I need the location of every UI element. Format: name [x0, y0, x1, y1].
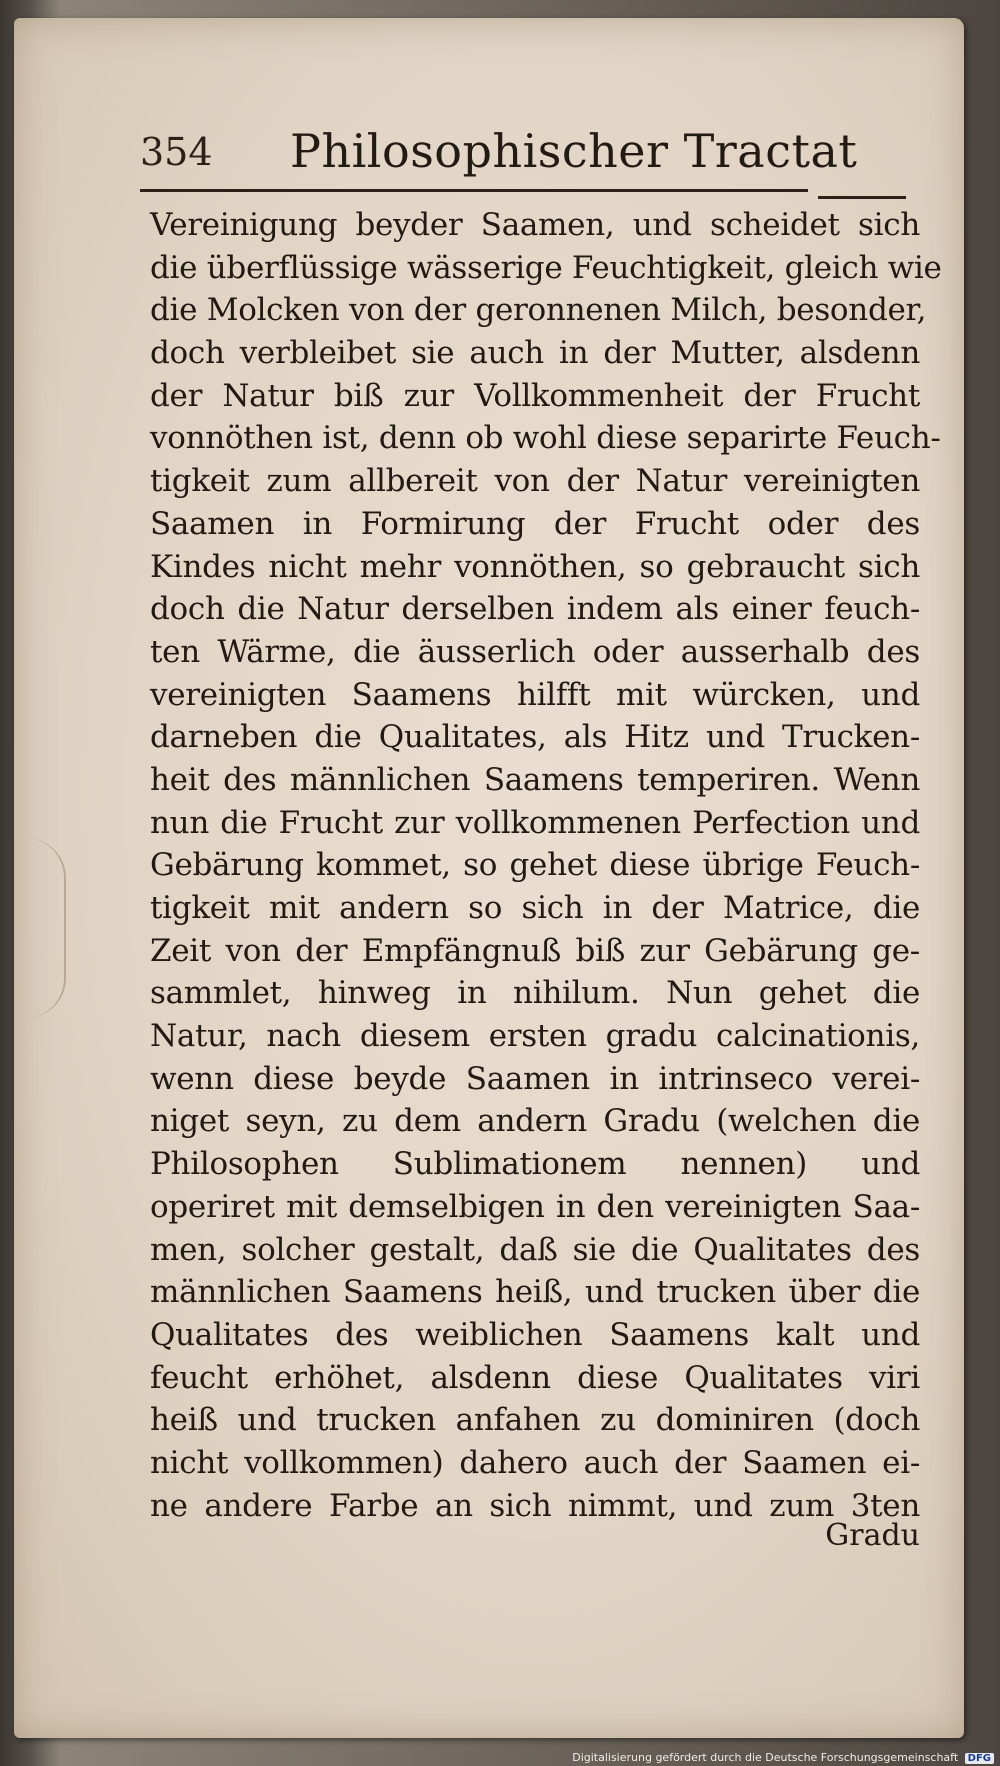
text-line: vereinigten Saamens hilfft mit würcken, und [150, 676, 920, 713]
catchword: Gradu [825, 1518, 920, 1553]
text-line: sammlet, hinweg in nihilum. Nun gehet die [150, 975, 920, 1012]
header-rule-fragment [818, 196, 906, 199]
text-line: tigkeit zum allbereit von der Natur vereinigten [150, 463, 920, 500]
text-line: die überflüssige wässerige Feuchtigkeit, gleich wie [150, 249, 942, 286]
text-line: doch die Natur derselben indem als einer feuch- [150, 591, 920, 628]
text-line: Natur, nach diesem ersten gradu calcinationis, [150, 1018, 920, 1055]
dfg-logo: DFG [965, 1753, 994, 1764]
text-line: Vereinigung beyder Saamen, und scheidet sich [150, 207, 920, 243]
text-line: Philosophen Sublimationem nennen) und [150, 1146, 920, 1183]
text-line: feucht erhöhet, alsdenn diese Qualitates viri [150, 1359, 920, 1396]
text-line: operiret mit demselbigen in den vereinigten Saa- [150, 1188, 920, 1225]
text-line: wenn diese beyde Saamen in intrinseco verei- [150, 1060, 920, 1097]
header-rule [140, 189, 808, 192]
text-line: heit des männlichen Saamens temperiren. Wenn [150, 761, 920, 798]
page-fold-edge [14, 838, 66, 1018]
text-line: nicht vollkommen) dahero auch der Saamen ei- [150, 1444, 920, 1481]
running-title: Philosophischer Tractat [290, 124, 858, 178]
text-line: heiß und trucken anfahen zu dominiren (doch [150, 1402, 920, 1439]
text-line: ne andere Farbe an sich nimmt, und zum 3ten [150, 1487, 920, 1524]
text-line: tigkeit mit andern so sich in der Matrice, die [150, 890, 920, 926]
text-line: vonnöthen ist, denn ob wohl diese separirte Feuch- [150, 420, 941, 457]
text-line: der Natur biß zur Vollkommenheit der Frucht [150, 377, 920, 414]
text-line: männlichen Saamens heiß, und trucken über die [150, 1274, 920, 1311]
text-line: niget seyn, zu dem andern Gradu (welchen die [150, 1103, 920, 1140]
page-header [140, 120, 940, 180]
text-line: die Molcken von der geronnenen Milch, besonder, [150, 292, 927, 329]
body-text [150, 204, 942, 1527]
text-line: Qualitates des weiblichen Saamens kalt und [150, 1316, 920, 1353]
text-line: nun die Frucht zur vollkommenen Perfection und [150, 804, 920, 841]
text-line: Kindes nicht mehr vonnöthen, so gebraucht sich [150, 548, 920, 585]
text-line: men, solcher gestalt, daß sie die Qualitates des [150, 1231, 920, 1268]
text-line: ten Wärme, die äusserlich oder ausserhalb des [150, 633, 920, 670]
text-line: darneben die Qualitates, als Hitz und Trucken- [150, 719, 920, 756]
funding-note [572, 1751, 994, 1764]
text-line: doch verbleibet sie auch in der Mutter, alsdenn [150, 335, 920, 372]
text-line: Saamen in Formirung der Frucht oder des [150, 505, 920, 542]
page-number: 354 [140, 130, 213, 174]
text-line: Zeit von der Empfängnuß biß zur Gebärung ge- [150, 932, 920, 969]
text-line: Gebärung kommet, so gehet diese übrige Feuch- [150, 847, 920, 884]
funding-note-text: Digitalisierung gefördert durch die Deutsche Forschungsgemeinschaft [572, 1751, 959, 1764]
